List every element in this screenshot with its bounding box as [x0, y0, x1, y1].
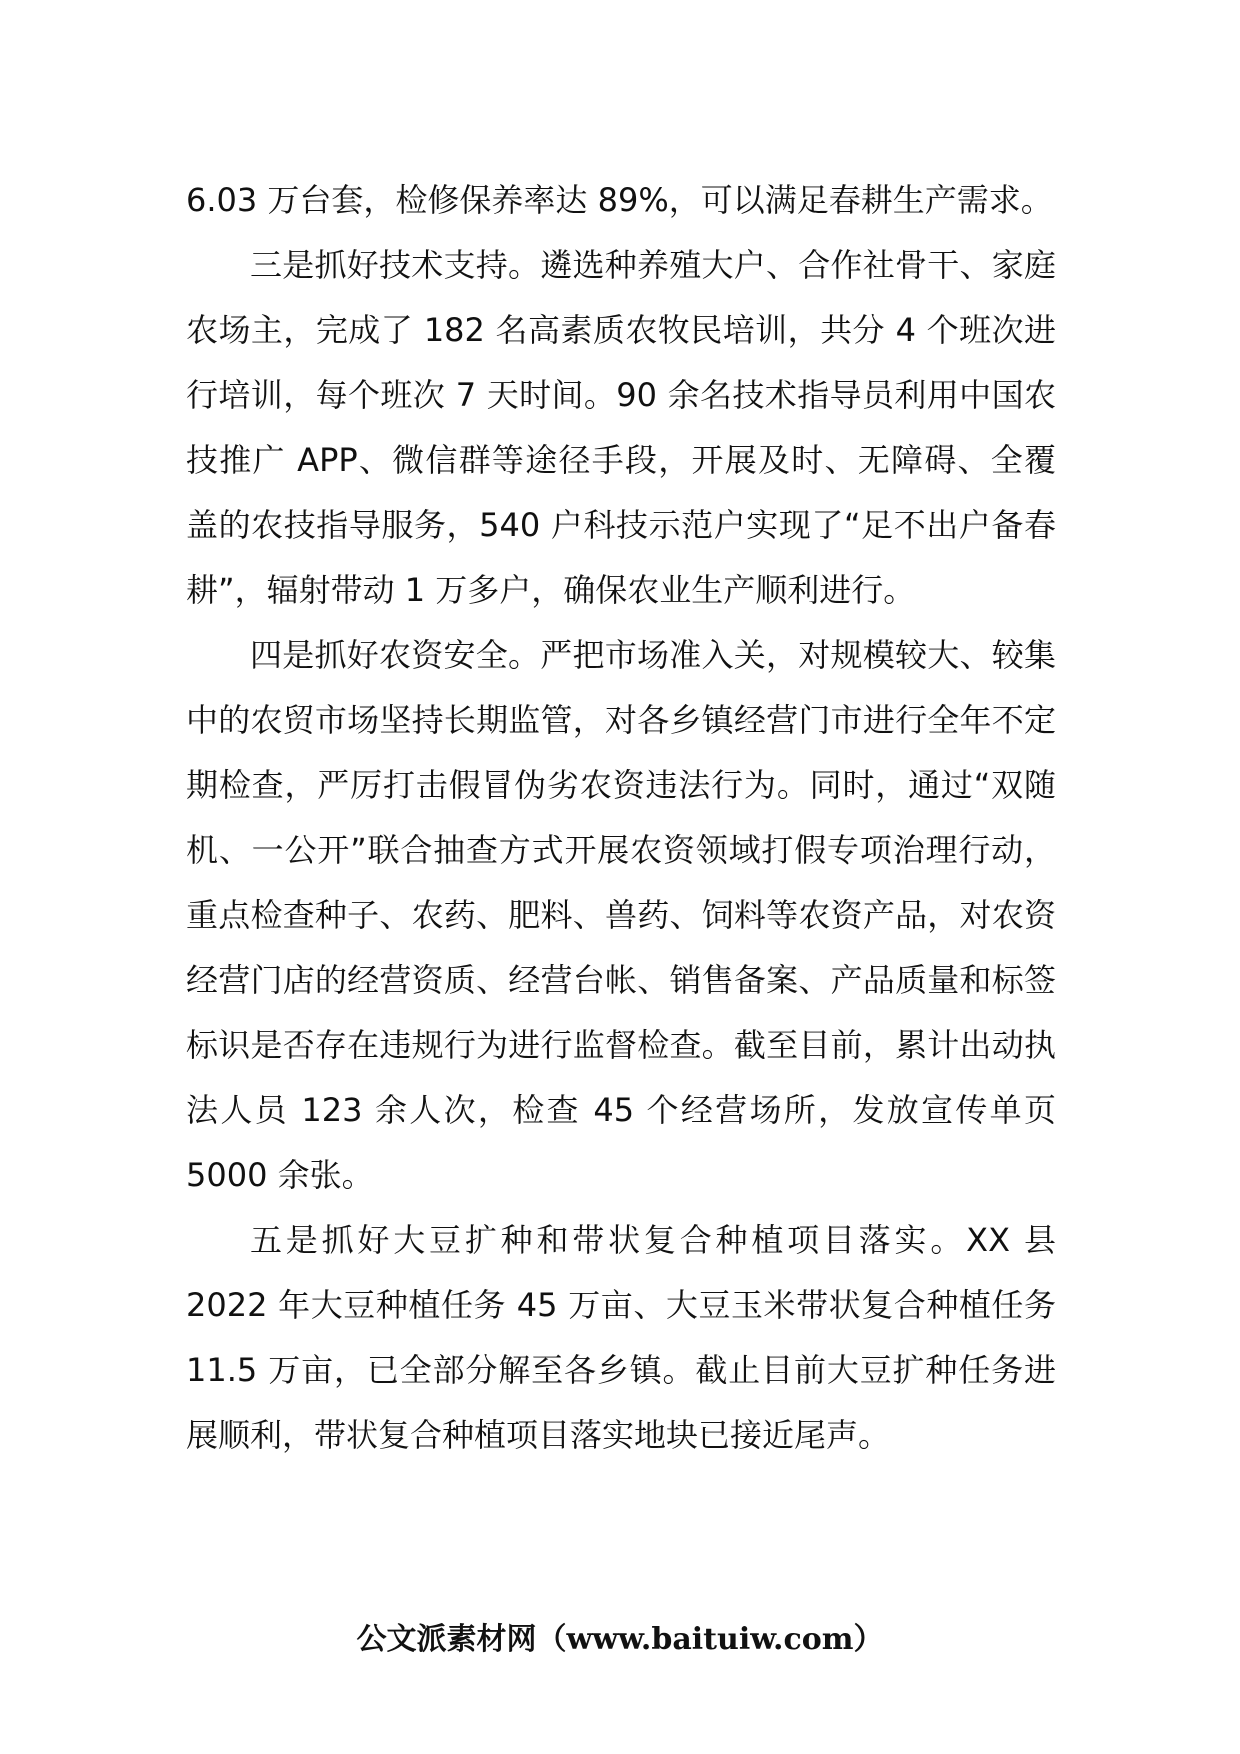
document-body [186, 168, 1056, 1468]
paragraph-technical-support: 三是抓好技术支持。遴选种养殖大户、合作社骨干、家庭农场主，完成了 182 名高素质农牧民培训，共分 4 个班次进行培训，每个班次 7 天时间。90 余名技术指导员利用中国农技推广 APP、微信群等途径手段，开展及时、无障碍、全覆盖的农技指导服务，540 户科技示范户实现了“足不出户备春耕”，辐射带动 1 万多户，确保农业生产顺利进行。 [186, 246, 1056, 609]
footer-watermark-text: 公文派素材网（www.baituiw.com） [356, 1622, 884, 1657]
paragraph-soybean-expansion: 五是抓好大豆扩种和带状复合种植项目落实。XX 县 2022 年大豆种植任务 45 万亩、大豆玉米带状复合种植任务 11.5 万亩，已全部分解至各乡镇。截止目前大豆扩种任务进展顺利，带状复合种植项目落实地块已接近尾声。 [186, 1221, 1056, 1454]
paragraph-agricultural-supplies-safety: 四是抓好农资安全。严把市场准入关，对规模较大、较集中的农贸市场坚持长期监管，对各乡镇经营门市进行全年不定期检查，严厉打击假冒伪劣农资违法行为。同时，通过“双随机、一公开”联合抽查方式开展农资领域打假专项治理行动，重点检查种子、农药、肥料、兽药、饲料等农资产品，对农资经营门店的经营资质、经营台帐、销售备案、产品质量和标签标识是否存在违规行为进行监督检查。截至目前，累计出动执法人员 123 余人次，检查 45 个经营场所，发放宣传单页 5000 余张。 [186, 636, 1056, 1194]
paragraph-continuation: 6.03 万台套，检修保养率达 89%，可以满足春耕生产需求。 [186, 181, 1053, 219]
